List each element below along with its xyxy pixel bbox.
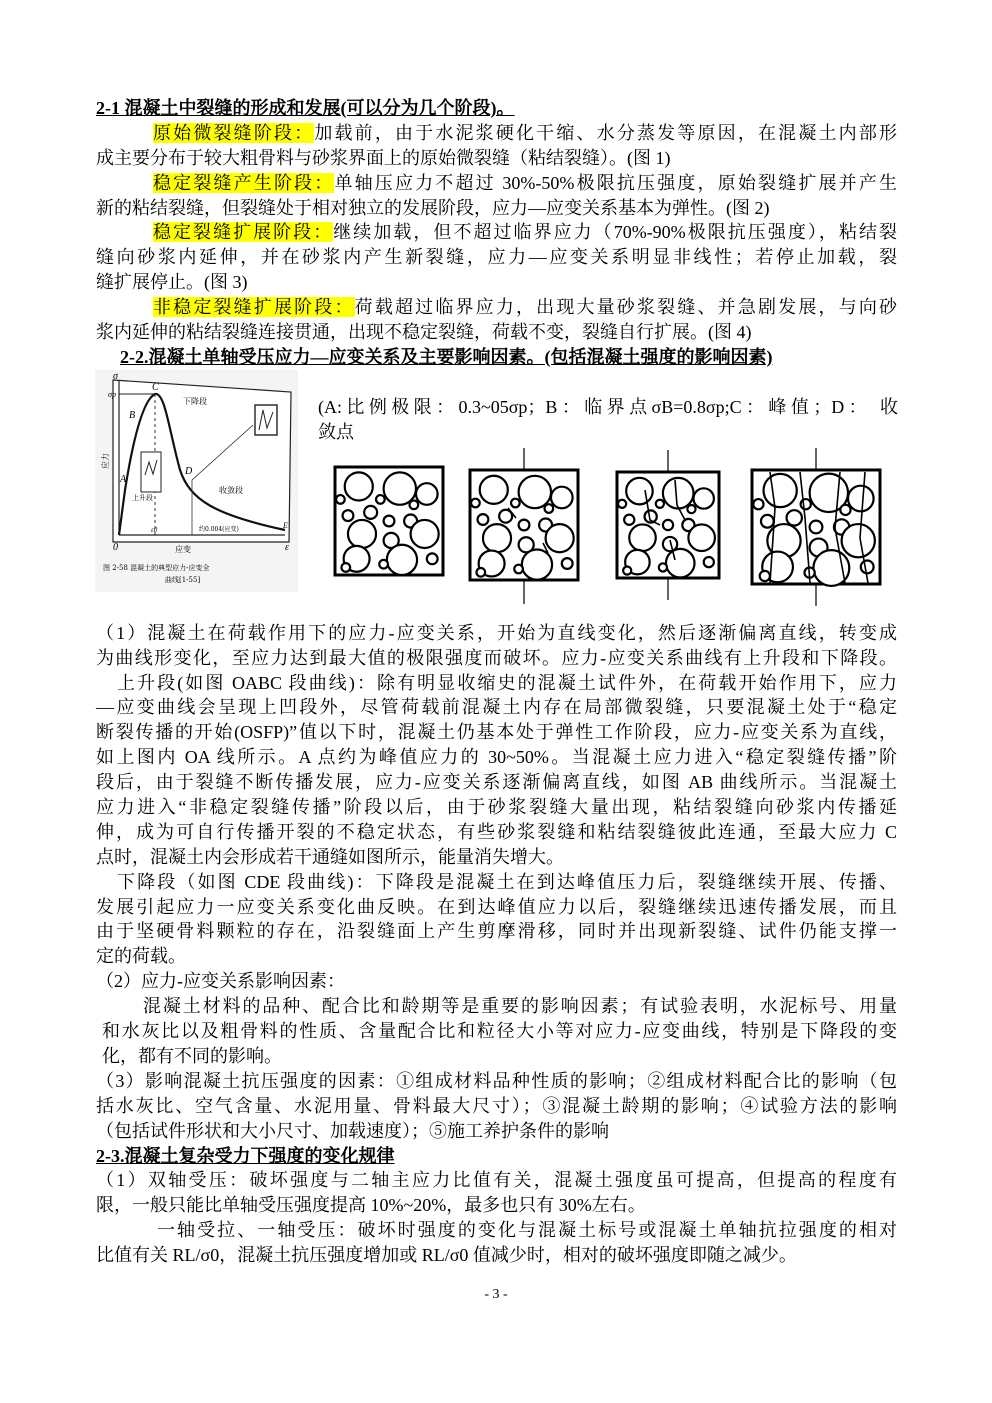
strain-note: 约0.004(应变)	[199, 525, 239, 533]
peak-symbol: σp	[108, 389, 116, 399]
aggregate-circle	[663, 478, 694, 509]
text-line: （1）混凝土在荷载作用下的应力-应变关系，开始为直线变化，然后逐渐偏离直线，转变成	[96, 622, 897, 643]
stage-line	[96, 220, 897, 245]
text-line: 点时，混凝土内会形成若干通缝如图所示，能量消失增大。	[96, 846, 564, 867]
text-line: 混凝土材料的品种、配合比和龄期等是重要的影响因素；有试验表明，水泥标号、用量	[143, 996, 897, 1017]
text: 单轴压应力不超过 30%-50%极限抗压强度，原始裂缝扩展并产生	[334, 172, 898, 193]
aggregate-circle	[483, 524, 511, 552]
aggregate-circle	[427, 553, 438, 564]
aggregate-circle	[471, 498, 480, 507]
text-line: 化，都有不同的影响。	[102, 1045, 282, 1066]
text-line: 应力进入“非稳定裂缝传播”阶段以后，由于砂浆裂缝大量出现，粘结裂缝向砂浆内传播延	[96, 797, 897, 818]
document-page	[96, 96, 897, 1268]
eps0-label: ε0	[151, 525, 158, 534]
y-axis-name: 应力	[101, 452, 110, 469]
aggregate-circle	[345, 472, 373, 500]
crack-stage-1-diagram	[333, 465, 445, 577]
text-line: （2）应力-应变关系影响因素：	[96, 971, 345, 992]
section-2-2-body	[96, 621, 897, 1144]
figure-note-line: 敛点	[318, 421, 354, 442]
text-line: （包括试件形状和大小尺寸、加载速度）；⑤施工养护条件的影响	[96, 1120, 609, 1141]
aggregate-circle	[656, 500, 664, 508]
section-heading-2-1: 2-1 混凝土中裂缝的形成和发展(可以分为几个阶段)。	[96, 98, 515, 118]
aggregate-circle	[694, 488, 714, 508]
aggregate-circle	[522, 549, 552, 579]
text-line: 如上图内 OA 线所示。A 点约为峰值应力的 30~50%。当混凝土应力进入“稳定裂缝传播”阶	[96, 747, 897, 768]
aggregate-circle	[343, 510, 354, 521]
figure-note	[318, 395, 898, 445]
aggregate-circle	[546, 524, 574, 552]
figure-caption-1: 图 2-58 混凝土的典型应力-应变全	[103, 563, 210, 572]
text-line: （1）双轴受压：破坏强度与二轴主应力比值有关，混凝土强度虽可提高，但提高的程度有	[96, 1170, 897, 1191]
aggregate-circle	[545, 504, 554, 513]
text-line: 伸，成为可自行传播开裂的不稳定状态，有些砂浆裂缝和粘结裂缝彼此连通，至最大应力 C	[96, 821, 897, 842]
section-heading-2-3: 2-3.混凝土复杂受力下强度的变化规律	[96, 1145, 395, 1166]
crack-stage-2-diagram	[468, 448, 582, 604]
aggregate-circle	[348, 520, 376, 548]
text-line: 比值有关 RL/σ0，混凝土抗压强度增加或 RL/σ0 值减少时，相对的破坏强度即随之减少。	[96, 1245, 797, 1266]
highlighted-term: 稳定裂缝扩展阶段：	[153, 222, 334, 243]
aggregate-circle	[753, 499, 763, 509]
aggregate-circle	[416, 483, 438, 505]
point-d: D	[185, 465, 193, 477]
aggregate-circle	[478, 514, 489, 525]
y-axis-symbol: σ	[113, 370, 118, 382]
aggregate-circle	[629, 524, 656, 551]
descending-label: 下降段	[183, 396, 207, 406]
aggregate-circle	[562, 558, 573, 569]
section-heading-2-2: 2-2.混凝土单轴受压应力—应变关系及主要影响因素。(包括混凝土强度的影响因素)	[120, 346, 773, 367]
aggregate-circle	[379, 560, 388, 569]
aggregate-circle	[341, 563, 350, 572]
aggregate-circle	[761, 515, 774, 528]
text-line: 和水灰比以及粗骨料的性质、含量配合比和粒径大小等对应力-应变曲线，特别是下降段的变	[102, 1021, 897, 1042]
highlighted-term: 原始微裂缝阶段：	[153, 122, 315, 143]
stage-line	[96, 171, 897, 196]
aggregate-circle	[801, 499, 811, 509]
text-line: 缝向砂浆内延伸，并在砂浆内产生新裂缝，应力—应变关系明显非线性；若停止加载，裂	[96, 247, 897, 268]
aggregate-circle	[764, 474, 797, 507]
text-line: 断裂传播的开始(OSFP)”值以下时，混凝土仍基本处于弹性工作阶段，应力-应变关系为直线，	[96, 722, 897, 743]
text-line: 为曲线形变化，至应力达到最大值的极限强度而破坏。应力-应变关系曲线有上升段和下降段。	[96, 647, 897, 668]
text-line: 上升段(如图 OABC 段曲线)：除有明显收缩史的混凝土试件外，在荷载开始作用下，应力	[117, 672, 897, 693]
text-line: 缝扩展停止。(图 3)	[96, 272, 248, 293]
text-line: 括水灰比、空气含量、水泥用量、骨料最大尺寸）；③混凝土龄期的影响；④试验方法的影响	[96, 1095, 897, 1116]
aggregate-circle	[688, 524, 715, 551]
highlighted-term: 稳定裂缝产生阶段：	[153, 172, 335, 193]
x-axis-symbol: ε	[285, 541, 289, 553]
aggregate-circle	[618, 500, 626, 508]
convergent-label: 收敛段	[219, 485, 243, 495]
text-line: 浆内延伸的粘结裂缝连接贯通，出现不稳定裂缝，荷载不变，裂缝自行扩展。(图 4)	[96, 322, 752, 343]
stage-line	[96, 121, 897, 146]
text-line: —应变曲线会呈现上凹段外，尽管荷载前混凝土内存在局部微裂缝，只要混凝土处于“稳定	[96, 697, 897, 718]
aggregate-circle	[760, 571, 770, 581]
aggregate-circle	[666, 549, 695, 578]
aggregate-circle	[663, 520, 673, 530]
aggregate-circle	[480, 476, 508, 504]
aggregate-circle	[384, 472, 416, 504]
text-line: 限，一般只能比单轴受压强度提高 10%~20%，最多也只有 30%左右。	[96, 1195, 646, 1216]
aggregate-circle	[842, 524, 875, 557]
aggregate-circle	[687, 505, 695, 513]
text: 荷载超过临界应力，出现大量砂浆裂缝、并急剧发展，与向砂	[354, 297, 898, 318]
text: 加载前，由于水泥浆硬化干缩、水分蒸发等原因，在混凝土内部形	[314, 122, 898, 143]
text-line: 定的荷载。	[96, 946, 186, 967]
crack-stage-4-diagram	[750, 448, 884, 606]
text: 继续加载，但不超过临界应力（70%-90%极限抗压强度），粘结裂	[333, 222, 898, 243]
aggregate-circle	[848, 485, 874, 511]
aggregate-circle	[787, 510, 802, 525]
point-e: E	[283, 520, 288, 530]
stress-strain-curve-figure	[95, 370, 298, 592]
aggregate-circle	[551, 486, 573, 508]
stage-line	[96, 295, 897, 320]
aggregate-circle	[364, 506, 377, 519]
origin-label: 0	[113, 541, 118, 553]
highlighted-term: 非稳定裂缝扩展阶段：	[153, 297, 355, 318]
point-a: A	[120, 473, 127, 485]
aggregate-circle	[659, 563, 667, 571]
aggregate-circle	[411, 520, 439, 548]
ascending-label: 上升段	[132, 493, 153, 502]
text-line: 由于坚硬骨料颗粒的存在，沿裂缝面上产生剪摩滑移，同时并出现新裂缝、试件仍能支撑一	[96, 921, 897, 942]
aggregate-circle	[387, 545, 417, 575]
aggregate-circle	[840, 505, 850, 515]
text-line: 成主要分布于较大粗骨料与砂浆界面上的原始微裂缝（粘结裂缝）。(图 1)	[96, 147, 671, 168]
text-line: 一轴受拉、一轴受压：破坏时强度的变化与混凝土标号或混凝土单轴抗拉强度的相对	[157, 1220, 897, 1241]
aggregate-circle	[410, 500, 419, 509]
aggregate-circle	[704, 557, 714, 567]
specimen-sketch	[141, 452, 161, 492]
crack-stage-3-diagram	[615, 450, 723, 600]
aggregate-circle	[519, 519, 530, 530]
aggregate-circle	[810, 520, 823, 533]
aggregate-circle	[623, 566, 631, 574]
specimen-sketch-2	[255, 405, 277, 435]
figure-note-line: (A:比例极限：0.3~05σp；B：临界点σB=0.8σp;C：峰值；D： 收	[318, 396, 898, 417]
aggregate-circle	[514, 564, 523, 573]
text-line: 段后，由于裂缝不断传播发展，应力-应变关系逐渐偏离直线，如图 AB 曲线所示。当混凝土	[96, 772, 897, 793]
point-c: C	[152, 381, 159, 393]
aggregate-circle	[519, 476, 551, 508]
page-number: - 3 -	[484, 1287, 508, 1302]
aggregate-circle	[626, 478, 653, 505]
aggregate-circle	[376, 495, 385, 504]
aggregate-circle	[861, 560, 874, 573]
text-line: 发展引起应力一应变关系变化曲反映。在到达峰值应力以后，裂缝继续迅速传播发展，而且	[96, 896, 897, 917]
aggregate-circle	[336, 495, 345, 504]
x-axis-name: 应变	[175, 544, 191, 554]
aggregate-circle	[624, 514, 634, 524]
point-b: B	[129, 409, 136, 421]
text-line: （3）影响混凝土抗压强度的因素：①组成材料品种性质的影响；②组成材料配合比的影响（包	[96, 1070, 897, 1091]
figure-caption-2: 曲线[1-55]	[165, 575, 201, 584]
text-line: 新的粘结裂缝，但裂缝处于相对独立的发展阶段，应力—应变关系基本为弹性。(图 2)	[96, 197, 770, 218]
text-line: 下降段（如图 CDE 段曲线)：下降段是混凝土在到达峰值压力后，裂缝继续开展、传播、	[117, 871, 897, 892]
aggregate-circle	[511, 498, 520, 507]
figure-area	[96, 370, 897, 621]
aggregate-circle	[384, 515, 395, 526]
aggregate-circle	[476, 568, 485, 577]
